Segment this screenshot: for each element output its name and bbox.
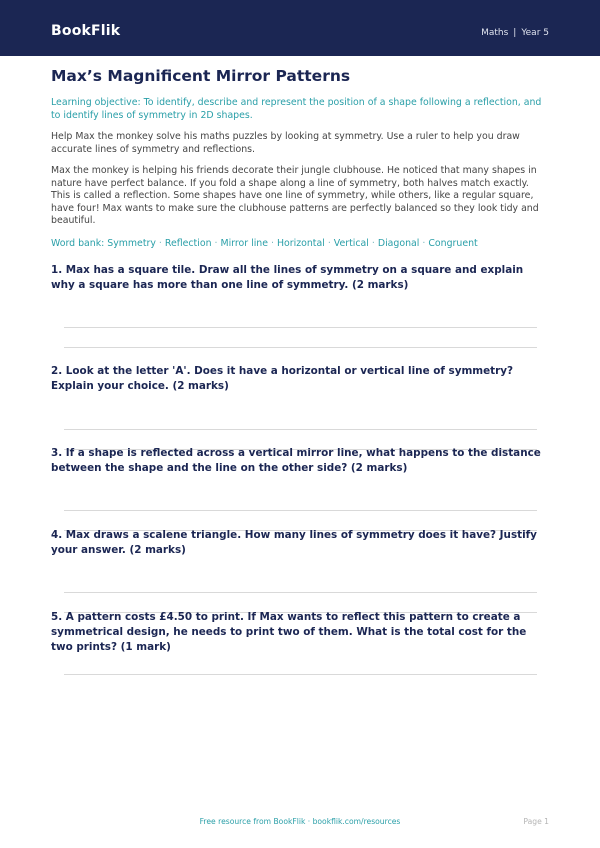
answer-line[interactable]	[64, 592, 537, 593]
brand-logo[interactable]: BookFlik	[51, 23, 121, 39]
question-5	[51, 610, 549, 655]
question-3	[51, 446, 549, 476]
word-bank-word: Diagonal	[377, 237, 420, 249]
question-text: 4. Max draws a scalene triangle. How many lines of symmetry does it have? Justify your answer. (2 marks)	[51, 529, 537, 556]
word-bank-word: Mirror line	[220, 237, 269, 249]
word-bank-separator: ·	[214, 237, 218, 249]
word-bank-label: Word bank:	[51, 237, 105, 249]
answer-line[interactable]	[64, 327, 537, 328]
worksheet-intro	[51, 66, 549, 250]
answer-line[interactable]	[64, 347, 537, 348]
question-text: 1. Max has a square tile. Draw all the lines of symmetry on a square and explain why a square has more than one line of symmetry. (2 marks)	[51, 264, 524, 291]
answer-line[interactable]	[64, 510, 537, 511]
header-separator: |	[513, 28, 517, 38]
word-bank-word: Vertical	[333, 237, 369, 249]
word-bank-word: Congruent	[428, 237, 478, 249]
answer-line[interactable]	[64, 429, 537, 430]
intro-paragraph: Help Max the monkey solve his maths puzzles by looking at symmetry. Use a ruler to help you draw accurate lines of symmetry and reflections.	[51, 131, 520, 155]
word-bank-separator: ·	[158, 237, 162, 249]
question-2	[51, 364, 549, 394]
question-1	[51, 263, 549, 293]
word-bank	[51, 238, 549, 251]
word-bank-separator: ·	[422, 237, 426, 249]
answer-line[interactable]	[64, 674, 537, 675]
header-meta	[481, 27, 549, 39]
question-text: 5. A pattern costs £4.50 to print. If Max wants to reflect this pattern to create a symmetrical design, he needs to print two of them. What is the total cost for the two prints? (1 mark)	[51, 611, 527, 653]
year-label: Year 5	[521, 28, 549, 38]
header-bar	[0, 0, 600, 56]
learning-objective: Learning objective: To identify, describe and represent the position of a shape following a reflection, and to identify lines of symmetry in 2D shapes.	[51, 97, 542, 121]
page-title: Max’s Magnificent Mirror Patterns	[51, 67, 351, 85]
subject-label: Maths	[481, 28, 509, 38]
word-bank-word: Horizontal	[276, 237, 325, 249]
word-bank-word: Symmetry	[107, 237, 156, 249]
word-bank-separator: ·	[327, 237, 331, 249]
question-text: 2. Look at the letter 'A'. Does it have a horizontal or vertical line of symmetry? Explain your choice. (2 marks)	[51, 365, 514, 392]
word-bank-separator: ·	[271, 237, 274, 249]
word-bank-word: Reflection	[164, 237, 212, 249]
page-number: Page 1	[523, 817, 549, 826]
question-4	[51, 528, 549, 558]
word-bank-separator: ·	[371, 237, 375, 249]
footer-credit[interactable]: Free resource from BookFlik · bookflik.com/resources	[199, 817, 401, 826]
question-text: 3. If a shape is reflected across a vertical mirror line, what happens to the distance between the shape and the line on the other side? (2 marks)	[51, 447, 541, 474]
story-paragraph: Max the monkey is helping his friends decorate their jungle clubhouse. He noticed that many shapes in nature have perfect balance. If you fold a shape along a line of symmetry, both halves match exactly. This is called a reflection. Some shapes have one line of symmetry, while others, like a regular square, have four! Max wants to make sure the clubhouse patterns are perfectly balanced so they look tidy and beautiful.	[51, 165, 539, 226]
